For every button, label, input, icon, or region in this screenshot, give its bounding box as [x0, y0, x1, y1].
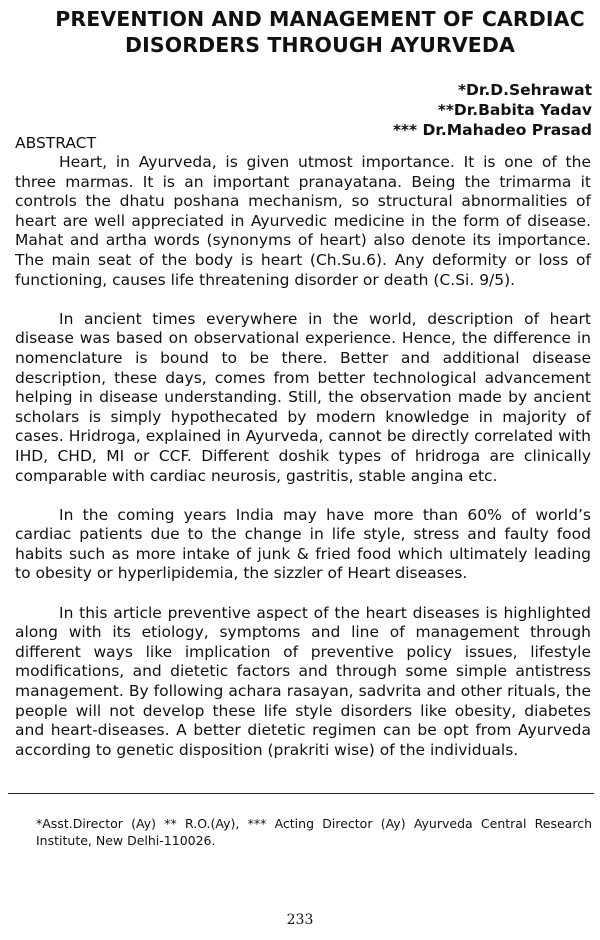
abstract-paragraph-3: In the coming years India may have more than 60% of world’s cardiac patients due to the change in life style, stress and faulty food habits such as more intake of junk & fried food which ultimately leading to obesity or hyperlipidemia, the sizzler of Heart diseases.: [15, 505, 591, 583]
page-number: 233: [286, 912, 314, 928]
abstract-paragraph-4: In this article preventive aspect of the heart diseases is highlighted along with its etiology, symptoms and line of management through different ways like implication of preventive policy issues, lifestyle modifications, and dietetic factors and through some simple antistress management. By following achara rasayan, sadvrita and other rituals, the people will not develop these life style disorders like obesity, diabetes and heart-diseases. A better dietetic regimen can be opt from Ayurveda according to genetic disposition (prakriti wise) of the individuals.: [15, 603, 591, 759]
abstract-heading: ABSTRACT: [15, 134, 97, 152]
author-1: *Dr.D.Sehrawat: [457, 81, 592, 99]
article-title: [40, 6, 600, 58]
abstract-body: [15, 153, 591, 780]
author-affiliation-footnote: *Asst.Director (Ay) ** R.O.(Ay), *** Acting Director (Ay) Ayurveda Central Research Institute, New Delhi-110026.: [36, 816, 592, 848]
author-3: *** Dr.Mahadeo Prasad: [392, 121, 592, 139]
title-line-2: DISORDERS THROUGH AYURVEDA: [125, 33, 515, 57]
footnote-divider: [8, 793, 594, 794]
abstract-paragraph-2: In ancient times everywhere in the world, description of heart disease was based on observational experience. Hence, the difference in nomenclature is bound to be there. Better and additional disease description, these days, comes from better technological advancement helping in disease understanding. Still, the observation made by ancient scholars is simply hypothecated by modern knowledge in majority of cases. Hridroga, explained in Ayurveda, cannot be directly correlated with IHD, CHD, MI or CCF. Different doshik types of hridroga are clinically comparable with cardiac neurosis, gastritis, stable angina etc.: [15, 309, 591, 485]
title-line-1: PREVENTION AND MANAGEMENT OF CARDIAC: [55, 7, 585, 31]
author-list: [393, 80, 592, 140]
abstract-paragraph-1: Heart, in Ayurveda, is given utmost importance. It is one of the three marmas. It is an important pranayatana. Being the trimarma it controls the dhatu poshana mechanism, so structural abnormalities of heart are well appreciated in Ayurvedic medicine in the form of disease. Mahat and artha words (synonyms of heart) also denote its importance. The main seat of the body is heart (Ch.Su.6). Any deformity or loss of functioning, causes life threatening disorder or death (C.Si. 9/5).: [15, 153, 591, 289]
author-2: **Dr.Babita Yadav: [437, 101, 592, 119]
